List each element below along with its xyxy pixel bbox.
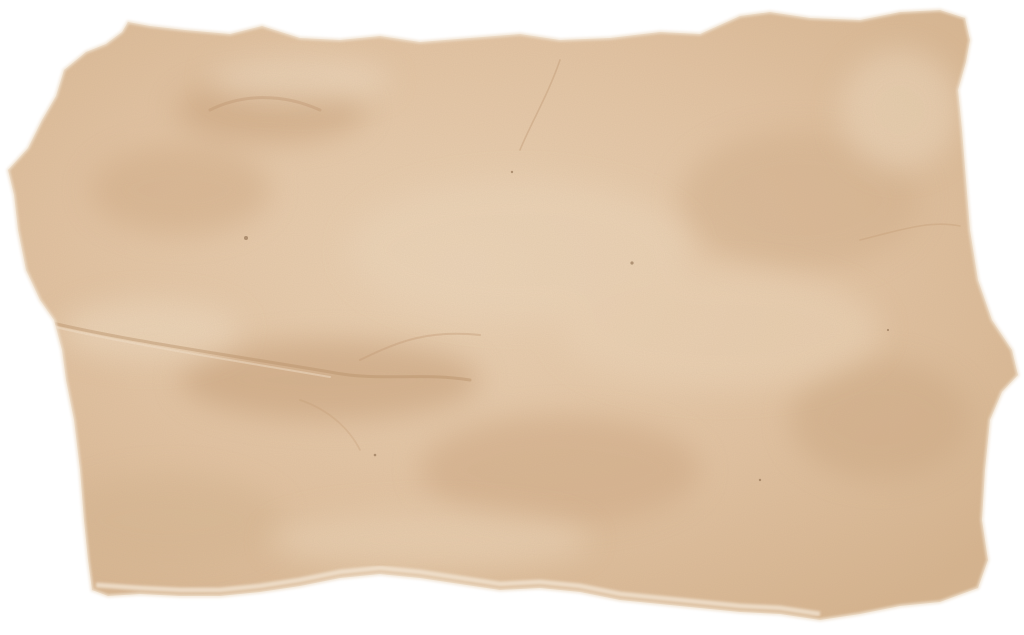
paper-speck [759, 479, 761, 481]
paper-speck [887, 329, 889, 331]
paper-speck [374, 454, 377, 457]
paper-speck [244, 236, 248, 240]
paper-speck [630, 261, 633, 264]
paper-speck [511, 171, 513, 173]
